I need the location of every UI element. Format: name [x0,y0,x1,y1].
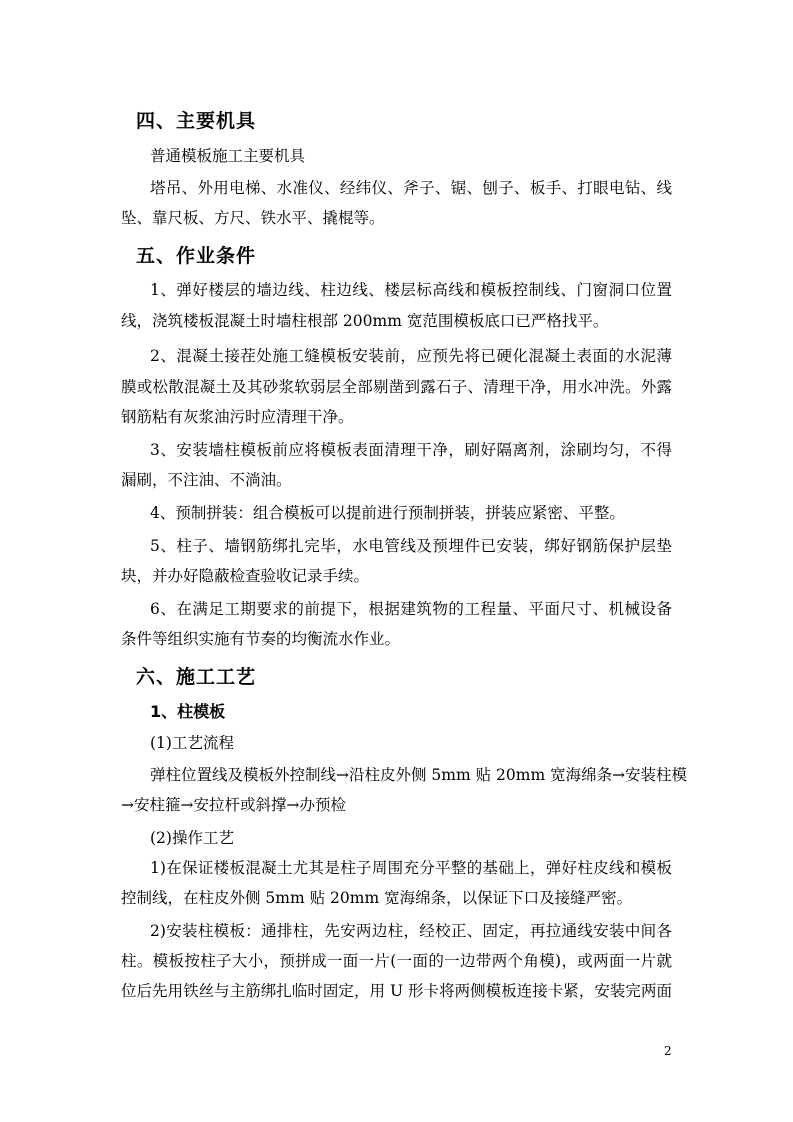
process-flow-title: (1)工艺流程 [150,734,234,752]
condition-2-line-3: 钢筋粘有灰浆油污时应清理干净。 [121,408,354,426]
condition-5-line-2: 块，并办好隐蔽检查验收记录手续。 [121,567,370,585]
condition-1-line-2: 线，浇筑楼板混凝土时墙柱根部 200mm 宽范围模板底口已严格找平。 [121,312,609,330]
process-flow-line-2: →安柱箍→安拉杆或斜撑→办预检 [121,796,346,814]
operation-2-line-3: 位后先用铁丝与主筋绑扎临时固定，用 U 形卡将两侧模板连接卡紧，安装完两面 [121,982,672,1000]
section-6-heading: 六、施工工艺 [136,666,257,688]
operation-2-line-2: 柱。模板按柱子大小，预拼成一面一片(一面的一边带两个角模)，或两面一片就 [121,952,672,970]
section-4-text-line-2: 坠、靠尺板、方尺、铁水平、撬棍等。 [121,209,385,227]
condition-1-line-1: 1、弹好楼层的墙边线、柱边线、楼层标高线和模板控制线、门窗洞口位置 [150,281,672,299]
condition-4-line-1: 4、预制拼装：组合模板可以提前进行预制拼装，拼装应紧密、平整。 [150,504,625,522]
operation-2-line-1: 2)安装柱模板：通排柱，先安两边柱，经校正、固定，再拉通线安装中间各 [150,922,672,940]
process-flow-line-1: 弹柱位置线及模板外控制线→沿柱皮外侧 5mm 贴 20mm 宽海绵条→安装柱模 [150,766,688,784]
section-4-heading: 四、主要机具 [136,110,257,132]
condition-5-line-1: 5、柱子、墙钢筋绑扎完毕，水电管线及预埋件已安装，绑好钢筋保护层垫 [150,537,672,555]
operation-title: (2)操作工艺 [150,829,234,847]
operation-1-line-1: 1)在保证楼板混凝土尤其是柱子周围充分平整的基础上，弹好柱皮线和模板 [150,859,672,877]
section-4-text-line-1: 塔吊、外用电梯、水准仪、经纬仪、斧子、锯、刨子、板手、打眼电钻、线 [150,179,672,197]
page-number: 2 [664,1044,672,1058]
condition-3-line-2: 漏刷，不注油、不淌油。 [121,471,292,489]
section-5-heading: 五、作业条件 [136,245,257,267]
condition-6-line-2: 条件等组织实施有节奏的均衡流水作业。 [121,630,401,648]
column-formwork-heading: 1、柱模板 [150,702,226,721]
condition-2-line-2: 膜或松散混凝土及其砂浆软弱层全部剔凿到露石子、清理干净，用水冲洗。外露 [121,378,672,396]
condition-6-line-1: 6、在满足工期要求的前提下，根据建筑物的工程量、平面尺寸、机械设备 [150,600,672,618]
condition-3-line-1: 3、安装墙柱模板前应将模板表面清理干净，刷好隔离剂，涂刷均匀，不得 [150,441,672,459]
condition-2-line-1: 2、混凝土接茬处施工缝模板安装前，应预先将已硬化混凝土表面的水泥薄 [150,347,672,365]
section-4-subtitle: 普通模板施工主要机具 [150,147,306,165]
operation-1-line-2: 控制线，在柱皮外侧 5mm 贴 20mm 宽海绵条，以保证下口及接缝严密。 [121,889,633,907]
